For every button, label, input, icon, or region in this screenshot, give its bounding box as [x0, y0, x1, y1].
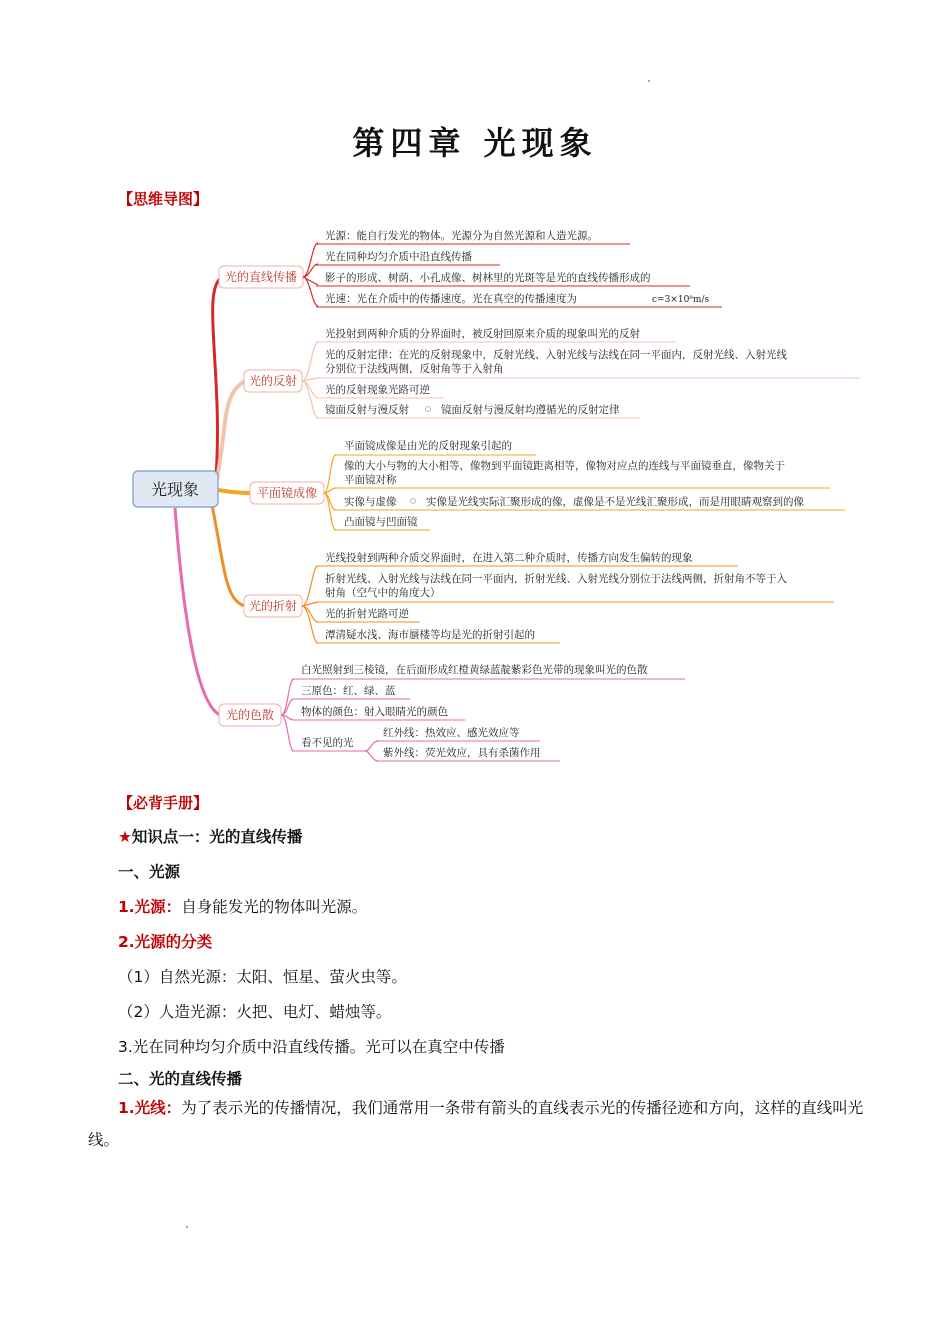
item-2a: （1）自然光源：太阳、恒星、萤火虫等。	[118, 968, 407, 986]
leaf-connectors	[303, 243, 318, 306]
leaf-text: 影子的形成、树荫、小孔成像、树林里的光斑等是光的直线传播形成的	[325, 272, 651, 284]
sub-leaf-text: 紫外线：荧光效应，具有杀菌作用	[383, 747, 541, 759]
item-1	[118, 897, 367, 917]
speck-mark	[648, 80, 650, 82]
branch-connector-2	[215, 381, 245, 489]
leaf-text: 光源：能自行发光的物体。光源分为自然光源和人造光源。	[325, 230, 598, 242]
leaf-text: 平面镜对称	[344, 474, 397, 486]
branch-straight-propagation	[219, 229, 722, 307]
leaf-note: 实像是光线实际汇聚形成的像，虚像是不是光线汇聚形成，而是用眼睛观察到的像	[426, 496, 804, 508]
page-title: 第四章 光现象	[352, 124, 598, 162]
branch-dispersion	[219, 663, 685, 761]
branch-label: 平面镜成像	[256, 486, 318, 500]
connector-dot-icon	[411, 499, 416, 504]
branch-reflection	[244, 327, 860, 418]
leaf-text: 平面镜成像是由光的反射现象引起的	[344, 440, 512, 452]
branch-label: 光的直线传播	[224, 270, 298, 284]
leaf-text: 光线投射到两种介质交界面时，在进入第二种介质时，传播方向发生偏转的现象	[325, 552, 693, 564]
leaf-text: 看不见的光	[301, 737, 354, 749]
leaf-text: 实像与虚像	[344, 496, 397, 508]
item-1-label: 1.光源：	[118, 898, 182, 916]
leaf-text: 光在同种均匀介质中沿直线传播	[325, 251, 472, 263]
branch-connector-3	[218, 490, 250, 493]
ray-text: 为了表示光的传播情况，我们通常用一条带有箭头的直线表示光的传播径迹和方向，这样的直线叫光线。	[88, 1099, 864, 1149]
leaf-text: 凸面镜与凹面镜	[344, 516, 418, 528]
leaf-text: 三原色：红、绿、蓝	[301, 685, 396, 697]
sub-leaf-text: 红外线：热效应、感光效应等	[383, 727, 520, 739]
leaf-text: 物体的颜色：射入眼睛光的颜色	[301, 706, 448, 718]
item-2-heading: 2.光源的分类	[118, 933, 213, 951]
speck-mark	[186, 1226, 188, 1228]
leaf-text: 射角（空气中的角度大）	[325, 587, 441, 599]
ray-label: 1.光线：	[118, 1099, 182, 1117]
branch-label: 光的色散	[225, 708, 275, 722]
leaf-text: 白光照射到三棱镜，在后面形成红橙黄绿蓝靛紫彩色光带的现象叫光的色散	[301, 664, 648, 676]
speed-formula: c=3×10⁸m/s	[652, 295, 710, 305]
branch-connector-5	[175, 508, 220, 715]
leaf-text: 光的折射光路可逆	[325, 608, 409, 620]
leaf-text: 镜面反射与漫反射	[325, 404, 409, 416]
sub-connectors	[365, 741, 378, 761]
leaf-connectors	[324, 455, 336, 530]
leaf-note: 镜面反射与漫反射均遵循光的反射定律	[441, 404, 620, 416]
leaf-connectors	[302, 342, 318, 418]
knowledge-point-title: 知识点一：光的直线传播	[131, 828, 303, 846]
leaf-text: 光的反射现象光路可逆	[325, 384, 430, 396]
leaf-text: 折射光线、入射光线与法线在同一平面内，折射光线、入射光线分别位于法线两侧，折射角不等于入	[325, 573, 787, 585]
root-label: 光现象	[150, 480, 200, 499]
star-icon: ★	[118, 828, 132, 846]
connector-dot-icon	[426, 407, 431, 412]
leaf-text: 像的大小与物的大小相等，像物到平面镜距离相等，像物对应点的连线与平面镜垂直，像物关于	[344, 460, 785, 472]
leaf-text: 分别位于法线两侧，反射角等于入射角	[325, 363, 504, 375]
item-3: 3.光在同种均匀介质中沿直线传播。光可以在真空中传播	[118, 1038, 505, 1056]
item-1-text: 自身能发光的物体叫光源。	[181, 898, 368, 916]
knowledge-point-heading	[118, 827, 302, 847]
handbook-section-label: 【必背手册】	[118, 794, 209, 812]
leaf-text: 光投射到两种介质的分界面时，被反射回原来介质的现象叫光的反射	[325, 328, 640, 340]
leaf-text: 潭清疑水浅、海市蜃楼等均是光的折射引起的	[325, 629, 535, 641]
mindmap-section-label: 【思维导图】	[118, 190, 209, 208]
branch-connector-4	[212, 505, 245, 606]
heading-straight-propagation: 二、光的直线传播	[118, 1070, 243, 1088]
item-2b: （2）人造光源：火把、电灯、蜡烛等。	[118, 1003, 392, 1021]
branch-label: 光的反射	[248, 374, 298, 388]
leaf-connectors	[302, 566, 318, 643]
leaf-connectors	[281, 679, 294, 751]
branch-plane-mirror	[250, 439, 845, 530]
branch-label: 光的折射	[248, 599, 298, 613]
heading-light-source: 一、光源	[118, 863, 181, 881]
ray-definition	[88, 1092, 864, 1156]
branch-refraction	[244, 551, 834, 643]
leaf-text: 光速：光在介质中的传播速度。光在真空的传播速度为	[325, 293, 577, 305]
leaf-text: 光的反射定律：在光的反射现象中，反射光线、入射光线与法线在同一平面内，反射光线、入射光线	[325, 349, 787, 361]
